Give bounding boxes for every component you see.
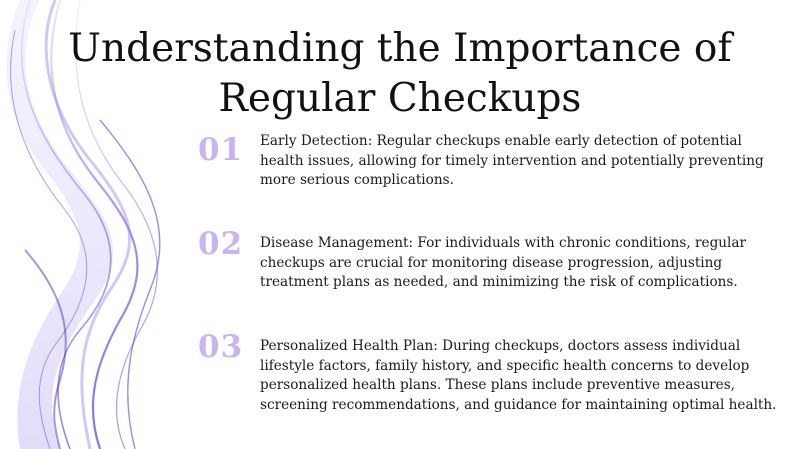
- page-title: [0, 24, 800, 124]
- point-text: Disease Management: For individuals with chronic conditions, regular checkups are crucial for monitoring disease progression, adjusting treatment plans as needed, and minimizing the risk of complications.: [260, 235, 747, 290]
- point-number: 01: [198, 132, 244, 168]
- title-line-2: Regular Checkups: [218, 76, 582, 121]
- point-number: 02: [198, 226, 244, 262]
- point-number: 03: [198, 329, 244, 365]
- point-text: Personalized Health Plan: During checkups, doctors assess individual lifestyle factors, family history, and specific health concerns to develop personalized health plans. These plans include preventive measures, screening recommendations, and guidance for maintaining optimal health.: [260, 338, 777, 413]
- title-line-1: Understanding the Importance of: [68, 26, 732, 71]
- point-text: Early Detection: Regular checkups enable early detection of potential health issues, allowing for timely intervention and potentially preventing more serious complications.: [260, 133, 764, 188]
